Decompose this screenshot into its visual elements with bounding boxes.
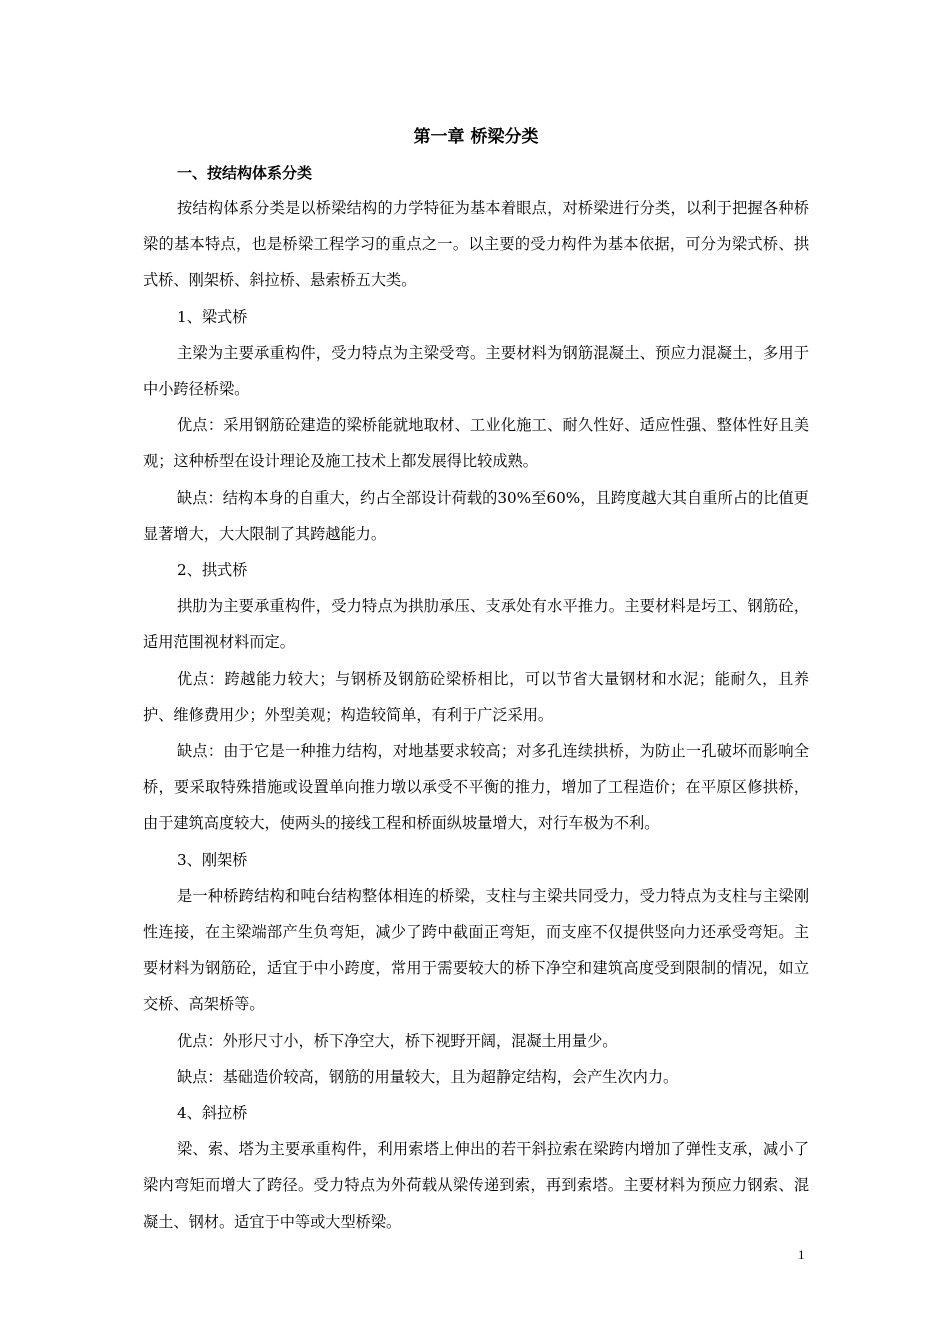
page-content [143,118,809,1240]
section-heading: 一、按结构体系分类 [177,164,313,182]
chapter-title: 第一章 桥梁分类 [413,127,539,147]
arch-bridge-advantages: 优点：跨越能力较大；与钢桥及钢筋砼梁桥相比，可以节省大量钢材和水泥；能耐久，且养护、维修费用少；外型美观；构造较简单，有利于广泛采用。 [143,669,809,724]
cable-stayed-bridge-heading: 4、斜拉桥 [177,1104,248,1123]
beam-bridge-heading: 1、梁式桥 [177,307,248,326]
rigid-frame-bridge-disadvantages: 缺点：基础造价较高，钢筋的用量较大，且为超静定结构，会产生次内力。 [177,1067,679,1086]
rigid-frame-bridge-description: 是一种桥跨结构和吨台结构整体相连的桥梁，支柱与主梁共同受力，受力特点为支柱与主梁刚性连接，在主梁端部产生负弯矩，减少了跨中截面正弯矩，而支座不仅提供竖向力还承受弯矩。主要材料为钢筋砼，适宜于中小跨度，常用于需要较大的桥下净空和建筑高度受到限制的情况，如立交桥、高架桥等。 [143,886,809,1014]
beam-bridge-advantages: 优点：采用钢筋砼建造的梁桥能就地取材、工业化施工、耐久性好、适应性强、整体性好且美观；这种桥型在设计理论及施工技术上都发展得比较成熟。 [143,416,809,471]
beam-bridge-disadvantages: 缺点：结构本身的自重大，约占全部设计荷载的30%至60%，且跨度越大其自重所占的比值更显著增大，大大限制了其跨越能力。 [143,488,809,543]
arch-bridge-disadvantages: 缺点：由于它是一种推力结构，对地基要求较高；对多孔连续拱桥，为防止一孔破坏而影响全桥，要采取特殊措施或设置单向推力墩以承受不平衡的推力，增加了工程造价；在平原区修拱桥，由于建筑高度较大，使两头的接线工程和桥面纵坡量增大，对行车极为不利。 [143,742,809,833]
rigid-frame-bridge-advantages: 优点：外形尺寸小，桥下净空大，桥下视野开阔，混凝土用量少。 [177,1031,618,1050]
beam-bridge-description: 主梁为主要承重构件，受力特点为主梁受弯。主要材料为钢筋混凝土、预应力混凝土，多用于中小跨径桥梁。 [143,343,809,399]
intro-paragraph: 按结构体系分类是以桥梁结构的力学特征为基本着眼点，对桥梁进行分类，以利于把握各种桥梁的基本特点，也是桥梁工程学习的重点之一。以主要的受力构件为基本依据，可分为梁式桥、拱式桥、刚架桥、斜拉桥、悬索桥五大类。 [143,199,809,290]
arch-bridge-heading: 2、拱式桥 [177,561,248,580]
cable-stayed-bridge-description: 梁、索、塔为主要承重构件，利用索塔上伸出的若干斜拉索在梁跨内增加了弹性支承，减小了梁内弯矩而增大了跨径。受力特点为外荷载从梁传递到索，再到索塔。主要材料为预应力钢索、混凝土、钢材。适宜于中等或大型桥梁。 [143,1140,809,1231]
page-number: 1 [798,1247,805,1262]
arch-bridge-description: 拱肋为主要承重构件，受力特点为拱肋承压、支承处有水平推力。主要材料是圬工、钢筋砼，适用范围视材料而定。 [143,597,809,652]
rigid-frame-bridge-heading: 3、刚架桥 [177,850,248,869]
